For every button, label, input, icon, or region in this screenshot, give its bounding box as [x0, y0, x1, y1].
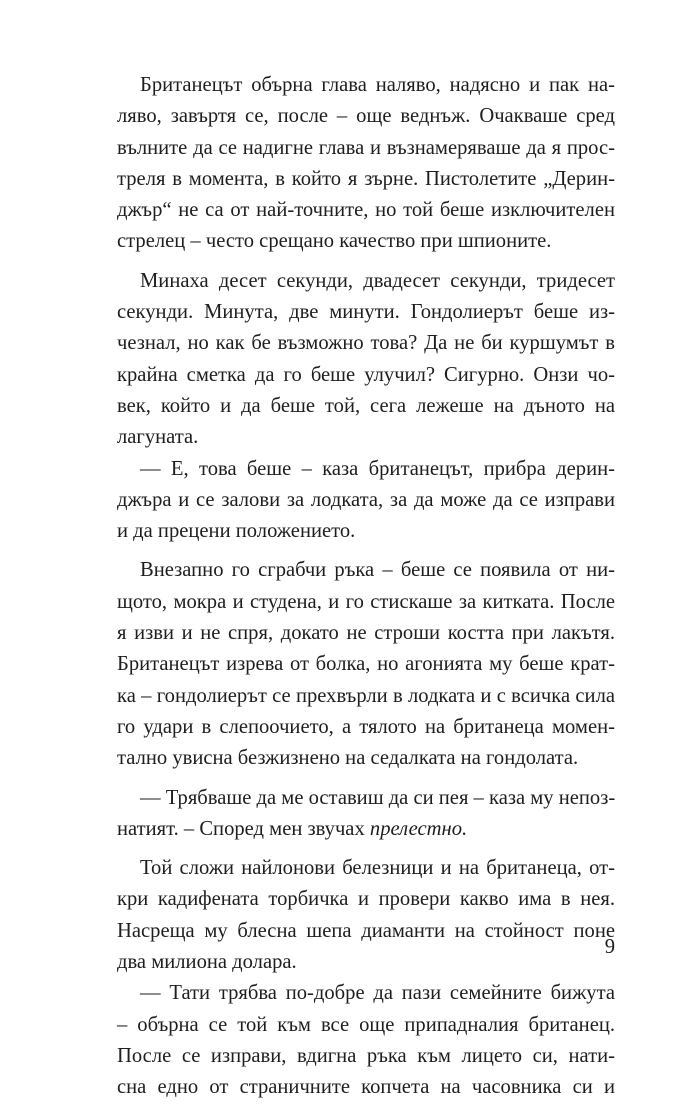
text-line: тално увисна безжизнено на седалката на гондолата.: [117, 747, 579, 770]
text-line: Минаха десет секунди, двадесет секунди, тридесет: [140, 269, 615, 292]
italic-word: прелестно.: [369, 817, 468, 840]
text-line: чезнал, но как бе възможно това? Да не би куршумът в: [117, 332, 615, 355]
text-line: После се изправи, вдигна ръка към лицето си, нати-: [117, 1044, 615, 1067]
text-line: сна едно от страничните копчета на часовника си и: [117, 1076, 615, 1099]
text-line: лагуната.: [117, 426, 199, 449]
text-line: Британецът обърна глава наляво, надясно и пак на-: [140, 74, 615, 96]
text-line: го удари в слепоочието, а тялото на британеца момен-: [117, 715, 615, 738]
text-line: — Е, това беше – каза британецът, прибра дерин-: [140, 457, 615, 480]
text-line: [117, 814, 615, 845]
text-line: секунди. Минута, две минути. Гондолиерът беше из-: [117, 301, 615, 324]
text-line: и да прецени положението.: [117, 520, 356, 543]
text-line: кри кадифената торбичка и провери какво има в нея.: [117, 888, 615, 911]
text-line: ляво, завъртя се, после – още веднъж. Очакваше сред: [117, 105, 615, 128]
text-line: Той сложи найлонови белезници и на британеца, от-: [140, 857, 615, 880]
text-line: — Трябваше да ме оставиш да си пея – каза му непоз-: [140, 786, 616, 809]
text-line: Внезапно го сграбчи ръка – беше се появила от ни-: [140, 559, 615, 582]
text-line: – обърна се той към все още припадналия британец.: [117, 1013, 615, 1036]
text-line: вълните да се надигне глава и възнамеряваше да я прос-: [117, 136, 615, 159]
page-number: 9: [604, 936, 615, 958]
text-line: ка – гондолиерът се прехвърли в лодката и с всичка сила: [117, 684, 615, 707]
text-line: Насреща му блесна шепа диаманти на стойност поне: [117, 919, 615, 942]
text-line: джър“ не са от най-точните, но той беше изключителен: [117, 199, 615, 222]
text-line: век, който и да беше той, сега лежеше на дъното на: [117, 394, 615, 417]
body-text: [117, 70, 615, 1104]
text-line: я изви и не спря, докато не строши костта при лакътя.: [117, 622, 615, 645]
text-line: Британецът изрева от болка, но агонията му беше крат-: [117, 653, 615, 676]
text-segment: натият. – Според мен звучах: [117, 817, 370, 840]
text-line: джъра и се залови за лодката, за да може да се изправи: [117, 488, 615, 511]
text-line: крайна сметка да го беше улучил? Сигурно. Онзи чо-: [117, 363, 615, 386]
text-line: — Тати трябва по-добре да пази семейните бижута: [140, 982, 615, 1005]
text-line: треля в момента, в който я зърне. Пистолетите „Дерин-: [117, 167, 615, 190]
text-line: стрелец – често срещано качество при шпионите.: [117, 230, 552, 253]
text-line: щото, мокра и студена, и го стискаше за китката. После: [117, 590, 615, 613]
text-line: два милиона долара.: [117, 951, 297, 974]
